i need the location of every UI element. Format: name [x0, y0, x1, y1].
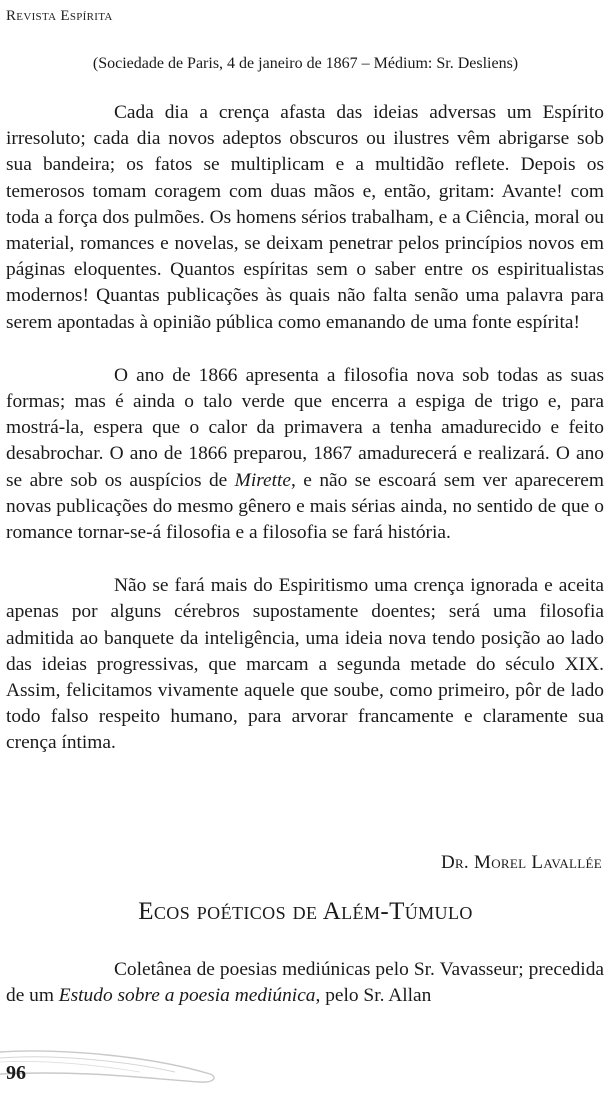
- paragraph-2: [6, 363, 604, 546]
- paragraph-2-text-b: , e não se escoará sem ver aparecerem novas publicações do mesmo gênero e mais sérias ainda, no sentido de que o romance tornar-se-á filosofia e a filosofia se fará história.: [6, 469, 604, 544]
- paragraph-3: Não se fará mais do Espiritismo uma crença ignorada e aceita apenas por alguns cérebros supostamente doentes; será uma filosofia admitida ao banquete da inteligência, uma ideia nova tendo posição ao lado das ideias progressivas, que marcam a segunda metade do século XIX. Assim, felicitamos vivamente aquele que soube, como primeiro, pôr de lado todo falso respeito humano, para arvorar francamente e claramente sua crença íntima.: [6, 575, 604, 754]
- running-head: Revista Espírita: [6, 8, 113, 24]
- intro-text-a: Coletânea de poesias mediúnicas pelo Sr. Vavasseur; precedida de um: [6, 959, 604, 1007]
- intro-text-b: , pelo Sr. Allan: [315, 985, 432, 1007]
- communication-subtitle: (Sociedade de Paris, 4 de janeiro de 1867 – Médium: Sr. Desliens): [92, 55, 519, 72]
- intro-paragraph: [6, 957, 604, 1009]
- italic-title-study: Estudo sobre a poesia mediúnica: [58, 985, 316, 1007]
- section-intro: [6, 957, 604, 1009]
- italic-title-mirette: Mirette: [234, 469, 292, 491]
- paragraph-2-text-a: O ano de 1866 apresenta a filosofia nova sob todas as suas formas; mas é ainda o talo verde que encerra a espiga de trigo e, para mostrá-la, espera que o calor da primavera a tenha amadurecido e feito desabrochar. O ano de 1866 preparou, 1867 amadurecerá e realizará. O ano se abre sob os auspícios de: [6, 364, 604, 491]
- body-text: [6, 100, 604, 784]
- page-number: 96: [6, 1062, 26, 1084]
- page-corner-ornament: [0, 1030, 230, 1090]
- author-signature: Dr. Morel Lavallée: [440, 852, 602, 873]
- section-heading: Ecos poéticos de Além-Túmulo: [138, 898, 473, 925]
- paragraph-1: Cada dia a crença afasta das ideias adversas um Espírito irresoluto; cada dia novos adeptos obscuros ou ilustres vêm abrigarse sob sua bandeira; os fatos se multiplicam e a multidão reflete. Depois os temerosos tomam coragem com duas mãos e, então, gritam: Avante! com toda a força dos pulmões. Os homens sérios trabalham, e a Ciência, moral ou material, romances e novelas, se deixam penetrar pelos princípios novos em páginas eloquentes. Quantos espíritas sem o saber entre os espiritualistas modernos! Quantas publicações às quais não falta senão uma palavra para serem apontadas à opinião pública como emanando de uma fonte espírita!: [6, 102, 604, 333]
